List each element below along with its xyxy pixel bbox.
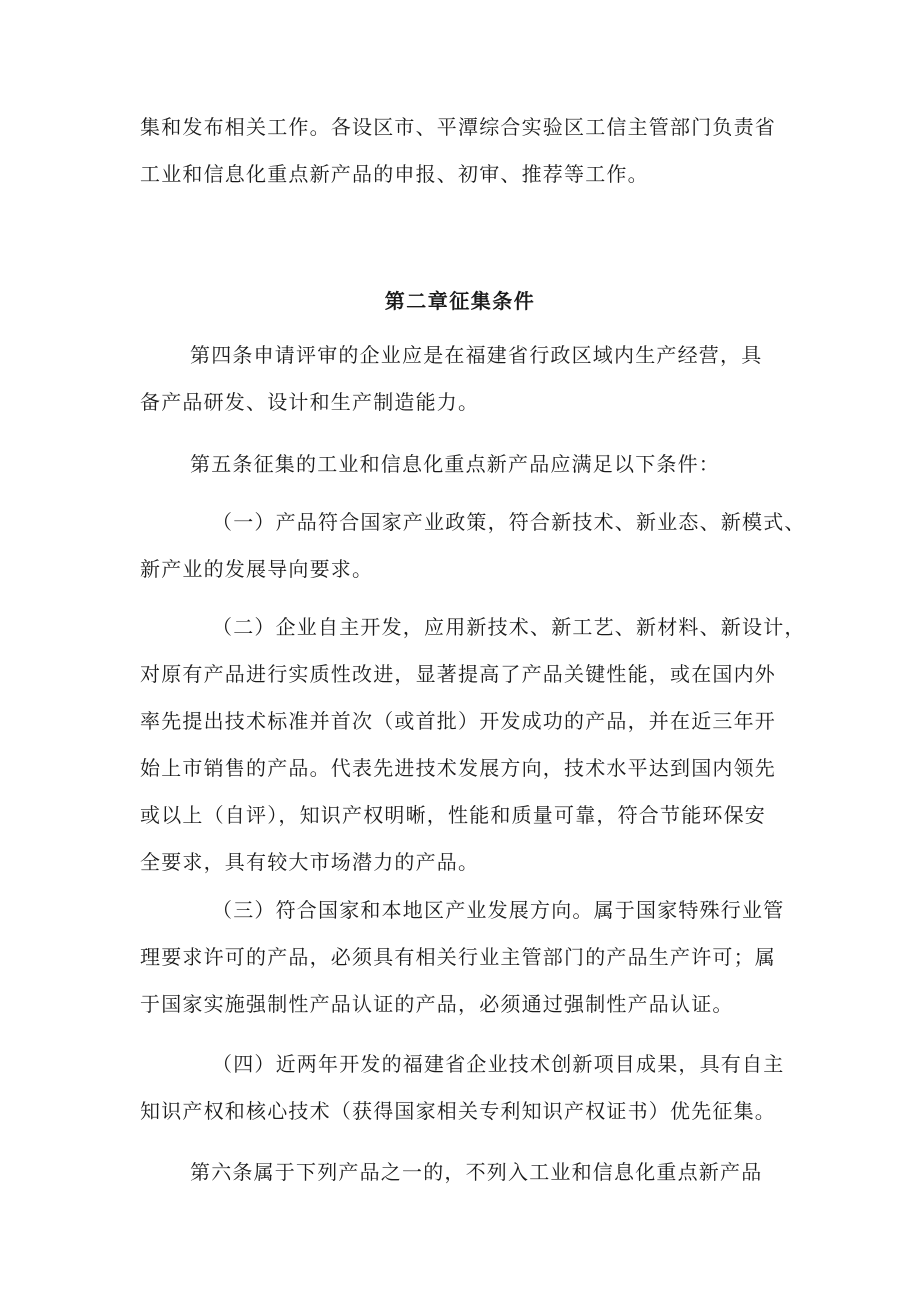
item2-line-5: 或以上（自评），知识产权明晰，性能和质量可靠，符合节能环保安: [140, 803, 766, 827]
item2-line-3: 率先提出技术标准并首次（或首批）开发成功的产品，并在近三年开: [140, 709, 776, 733]
item2-line-6: 全要求，具有较大市场潜力的产品。: [140, 850, 480, 874]
item3-line-2: 理要求许可的产品，必须具有相关行业主管部门的产品生产许可；属: [140, 945, 776, 969]
article4-line-2: 备产品研发、设计和生产制造能力。: [140, 390, 480, 414]
item2-line-1: （二）企业自主开发，应用新技术、新工艺、新材料、新设计，: [212, 615, 806, 639]
item2-line-2: 对原有产品进行实质性改进，显著提高了产品关键性能，或在国内外: [140, 662, 776, 686]
item3-line-3: 于国家实施强制性产品认证的产品，必须通过强制性产品认证。: [140, 992, 734, 1016]
item4-line-1: （四）近两年开发的福建省企业技术创新项目成果，具有自主: [212, 1052, 785, 1076]
article4-line-1: 第四条申请评审的企业应是在福建省行政区域内生产经营，具: [190, 343, 763, 367]
item2-line-4: 始上市销售的产品。代表先进技术发展方向，技术水平达到国内领先: [140, 756, 776, 780]
item3-line-1: （三）符合国家和本地区产业发展方向。属于国家特殊行业管: [212, 898, 785, 922]
intro-line-2: 工业和信息化重点新产品的申报、初审、推荐等工作。: [140, 162, 649, 186]
item4-line-2: 知识产权和核心技术（获得国家相关专利知识产权证书）优先征集。: [140, 1099, 776, 1123]
item1-line-1: （一）产品符合国家产业政策，符合新技术、新业态、新模式、: [212, 510, 806, 534]
article5-line-1: 第五条征集的工业和信息化重点新产品应满足以下条件：: [190, 452, 720, 476]
intro-line-1: 集和发布相关工作。各设区市、平潭综合实验区工信主管部门负责省: [140, 115, 776, 139]
chapter-title: 第二章征集条件: [384, 289, 536, 313]
item1-line-2: 新产业的发展导向要求。: [140, 557, 374, 581]
article6-line-1: 第六条属于下列产品之一的，不列入工业和信息化重点新产品: [190, 1160, 763, 1184]
